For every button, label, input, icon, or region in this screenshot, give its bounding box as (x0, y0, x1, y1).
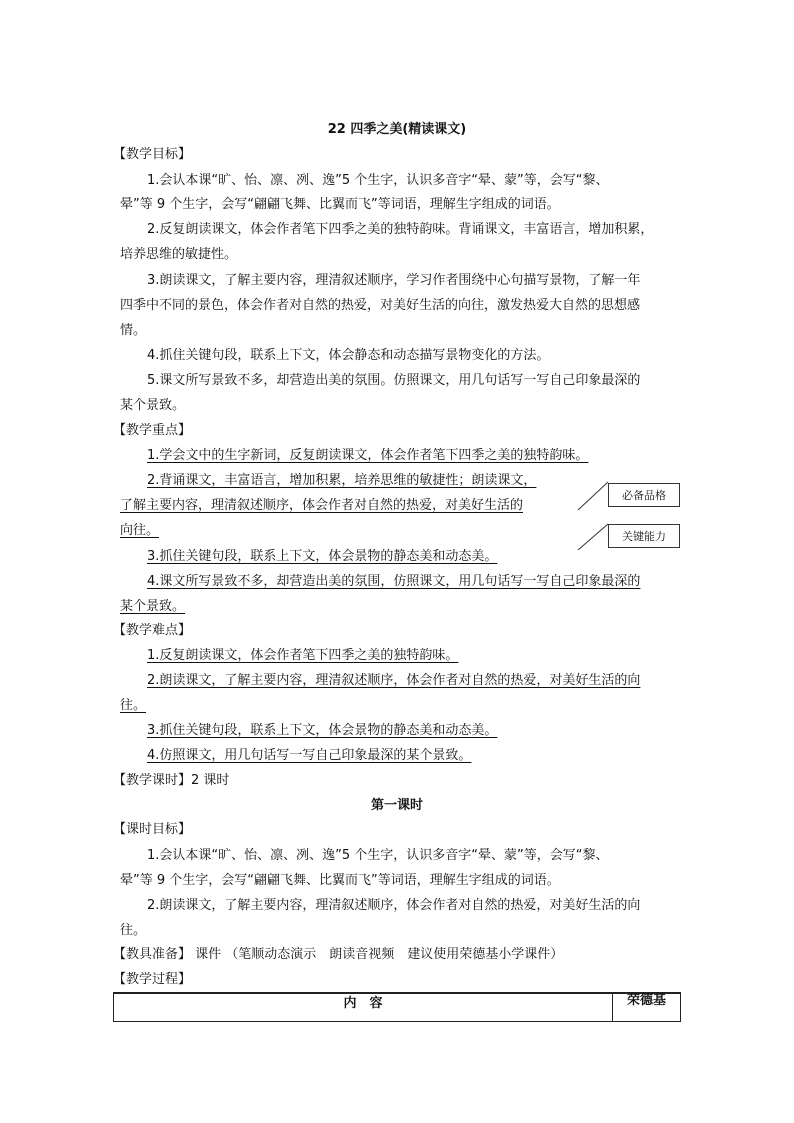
page-title: 22 四季之美(精读课文) (327, 122, 467, 137)
class-hours: 【教学课时】2 课时 (113, 773, 230, 788)
objectives-heading: 【教学目标】 (113, 147, 192, 162)
key-point-line: 某个景致。 (120, 599, 186, 614)
lesson-objective-line: 晕”等 9 个生字，会写“翩翩飞舞、比翼而飞”等词语，理解生字组成的词语。 (120, 873, 560, 888)
tag-key-ability: 关键能力 (608, 524, 680, 548)
objective-line: 1.会认本课“旷、怡、凛、冽、逸”5 个生字，认识多音字“晕、蒙”等，会写“黎、 (147, 173, 609, 188)
lesson-objective-line: 1.会认本课“旷、怡、凛、冽、逸”5 个生字，认识多音字“晕、蒙”等，会写“黎、 (147, 848, 609, 863)
objective-line: 3.朗读课文，了解主要内容，理清叙述顺序，学习作者围绕中心句描写景物，了解一年 (147, 273, 641, 288)
objective-line: 5.课文所写景致不多，却营造出美的氛围。仿照课文，用几句话写一写自己印象最深的 (147, 373, 641, 388)
objective-line: 晕”等 9 个生字，会写“翩翩飞舞、比翼而飞”等词语，理解生字组成的词语。 (120, 197, 560, 212)
tag-connector-lines (576, 480, 610, 552)
objective-line: 4.抓住关键句段，联系上下文，体会静态和动态描写景物变化的方法。 (147, 348, 550, 363)
preparation: 【教具准备】 课件 （笔顺动态演示 朗读音视频 建议使用荣德基小学课件） (113, 947, 564, 962)
lesson-one-title: 第一课时 (370, 798, 423, 813)
key-point-line: 4.课文所写景致不多，却营造出美的氛围，仿照课文，用几句话写一写自己印象最深的 (147, 574, 641, 589)
table-header-content: 内 容 (114, 994, 613, 1021)
tag-essential-character: 必备品格 (608, 483, 680, 507)
objective-line: 培养思维的敏捷性。 (120, 247, 238, 262)
objective-line: 某个景致。 (120, 398, 186, 413)
difficulty-line: 往。 (120, 698, 147, 713)
lesson-objective-line: 往。 (120, 923, 147, 938)
key-point-line: 1.学会文中的生字新词，反复朗读课文，体会作者笔下四季之美的独特韵味。 (147, 448, 589, 463)
objective-line: 情。 (120, 323, 147, 338)
key-point-line: 了解主要内容，理清叙述顺序，体会作者对自然的热爱，对美好生活的 (120, 498, 524, 513)
objective-line: 四季中不同的景色，体会作者对自然的热爱，对美好生活的向往，激发热爱大自然的思想感 (120, 298, 641, 313)
table-header-brand: 荣德基 (626, 993, 666, 1008)
difficulties-heading: 【教学难点】 (113, 623, 192, 638)
key-points-heading: 【教学重点】 (113, 423, 192, 438)
process-heading: 【教学过程】 (113, 972, 192, 987)
difficulty-line: 3.抓住关键句段，联系上下文，体会景物的静态美和动态美。 (147, 723, 498, 738)
difficulty-line: 4.仿照课文，用几句话写一写自己印象最深的某个景致。 (147, 748, 472, 763)
key-point-line: 3.抓住关键句段，联系上下文，体会景物的静态美和动态美。 (147, 549, 498, 564)
difficulty-line: 2.朗读课文，了解主要内容，理清叙述顺序，体会作者对自然的热爱，对美好生活的向 (147, 673, 641, 688)
objective-line: 2.反复朗读课文，体会作者笔下四季之美的独特韵味。背诵课文，丰富语言，增加积累， (147, 222, 654, 237)
lesson-objectives-heading: 【课时目标】 (113, 822, 192, 837)
key-point-line: 向往。 (120, 523, 160, 538)
process-table (113, 992, 681, 1022)
key-point-line: 2.背诵课文，丰富语言，增加积累，培养思维的敏捷性；朗读课文， (147, 473, 537, 488)
lesson-objective-line: 2.朗读课文，了解主要内容，理清叙述顺序，体会作者对自然的热爱，对美好生活的向 (147, 898, 641, 913)
difficulty-line: 1.反复朗读课文，体会作者笔下四季之美的独特韵味。 (147, 648, 459, 663)
